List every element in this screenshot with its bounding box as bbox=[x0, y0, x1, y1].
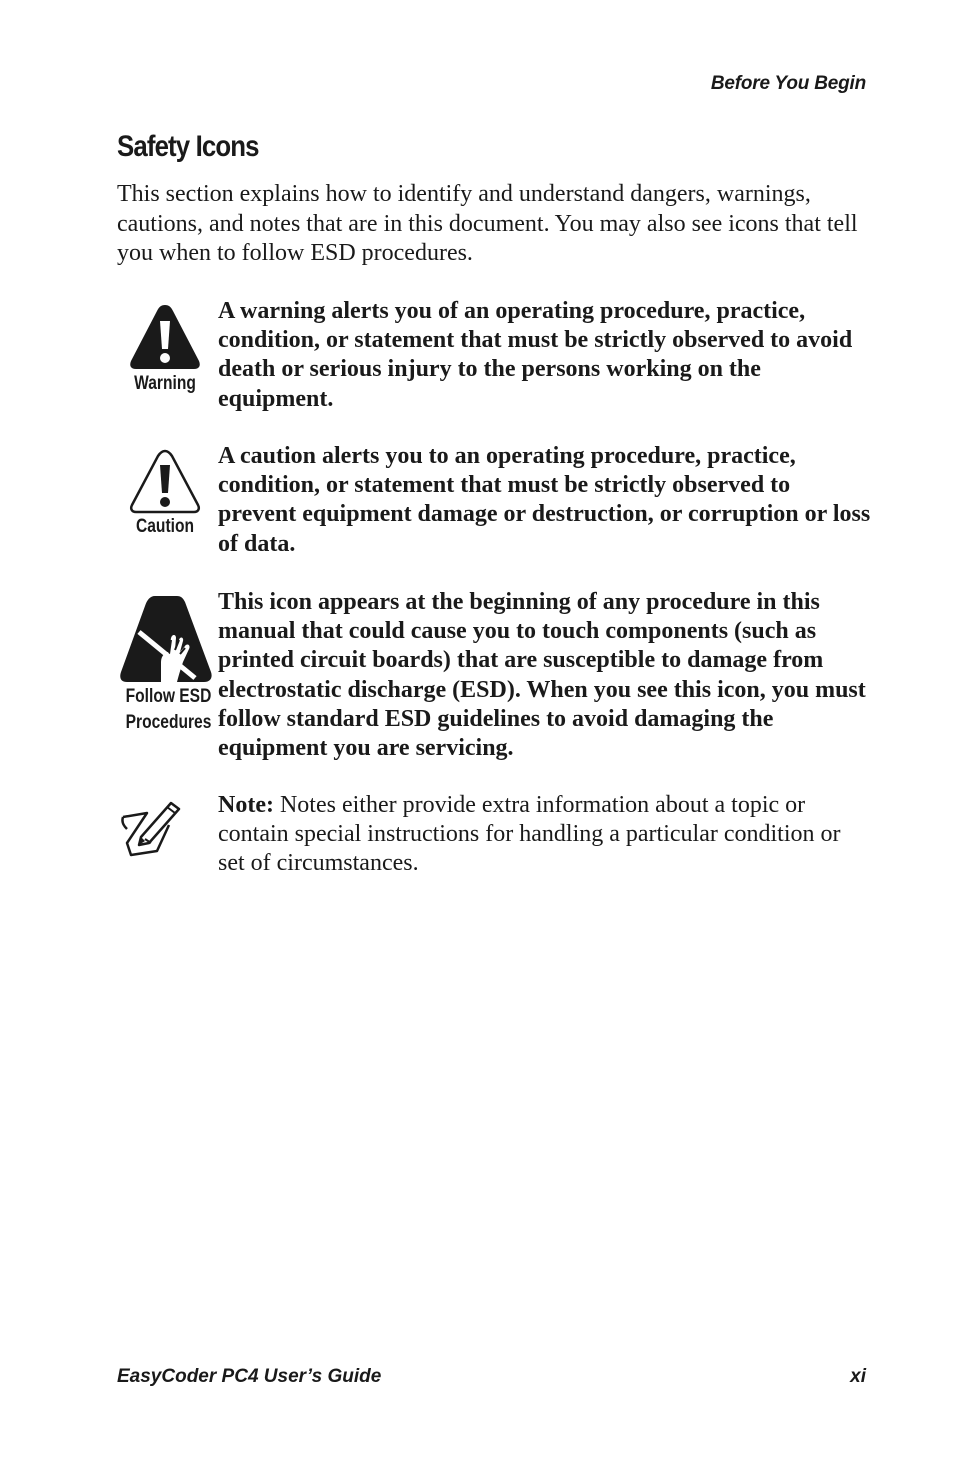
note-body: Notes either provide extra information about a topic or contain special instructions for handling a particular condition or set of circumstances. bbox=[218, 792, 841, 877]
running-head: Before You Begin bbox=[710, 73, 866, 94]
page-number: xi bbox=[850, 1366, 866, 1387]
note-entry bbox=[117, 791, 877, 881]
caution-text: A caution alerts you to an operating procedure, practice, condition, or statement that must be strictly observed to prevent equipment damage or destruction, or corruption or loss of data. bbox=[218, 443, 871, 557]
note-pencil-icon bbox=[117, 797, 183, 859]
warning-triangle-icon bbox=[117, 303, 213, 371]
esd-hand-icon bbox=[117, 592, 213, 684]
note-text bbox=[218, 791, 873, 879]
caution-triangle-icon bbox=[117, 448, 213, 514]
esd-icon-block bbox=[117, 588, 213, 736]
note-icon-block bbox=[117, 791, 213, 859]
caution-label: Caution bbox=[136, 516, 194, 537]
warning-text: A warning alerts you of an operating procedure, practice, condition, or statement that must be strictly observed to avoid death or serious injury to the persons working on the equipment. bbox=[218, 298, 853, 412]
note-label: Note: bbox=[218, 792, 274, 818]
esd-label-line2: Procedures bbox=[125, 712, 212, 733]
caution-icon-block bbox=[117, 442, 213, 540]
warning-label: Warning bbox=[134, 373, 196, 394]
warning-icon-block bbox=[117, 297, 213, 397]
warning-entry bbox=[117, 297, 877, 417]
footer-title: EasyCoder PC4 User’s Guide bbox=[117, 1366, 382, 1387]
esd-text: This icon appears at the beginning of any procedure in this manual that could cause you to touch components (such as printed circuit boards) that are susceptible to damage from electrostatic discharge (ESD). When you see this icon, you must follow standard ESD guidelines to avoid damaging the equipment you are servicing. bbox=[218, 589, 866, 762]
caution-entry bbox=[117, 442, 877, 562]
page-title: Safety Icons bbox=[117, 130, 259, 163]
esd-label-line1: Follow ESD bbox=[125, 686, 212, 707]
intro-paragraph: This section explains how to identify and understand dangers, warnings, cautions, and notes that are in this document. You may also see icons that tell you when to follow ESD procedures. bbox=[117, 181, 858, 266]
esd-entry bbox=[117, 588, 877, 768]
